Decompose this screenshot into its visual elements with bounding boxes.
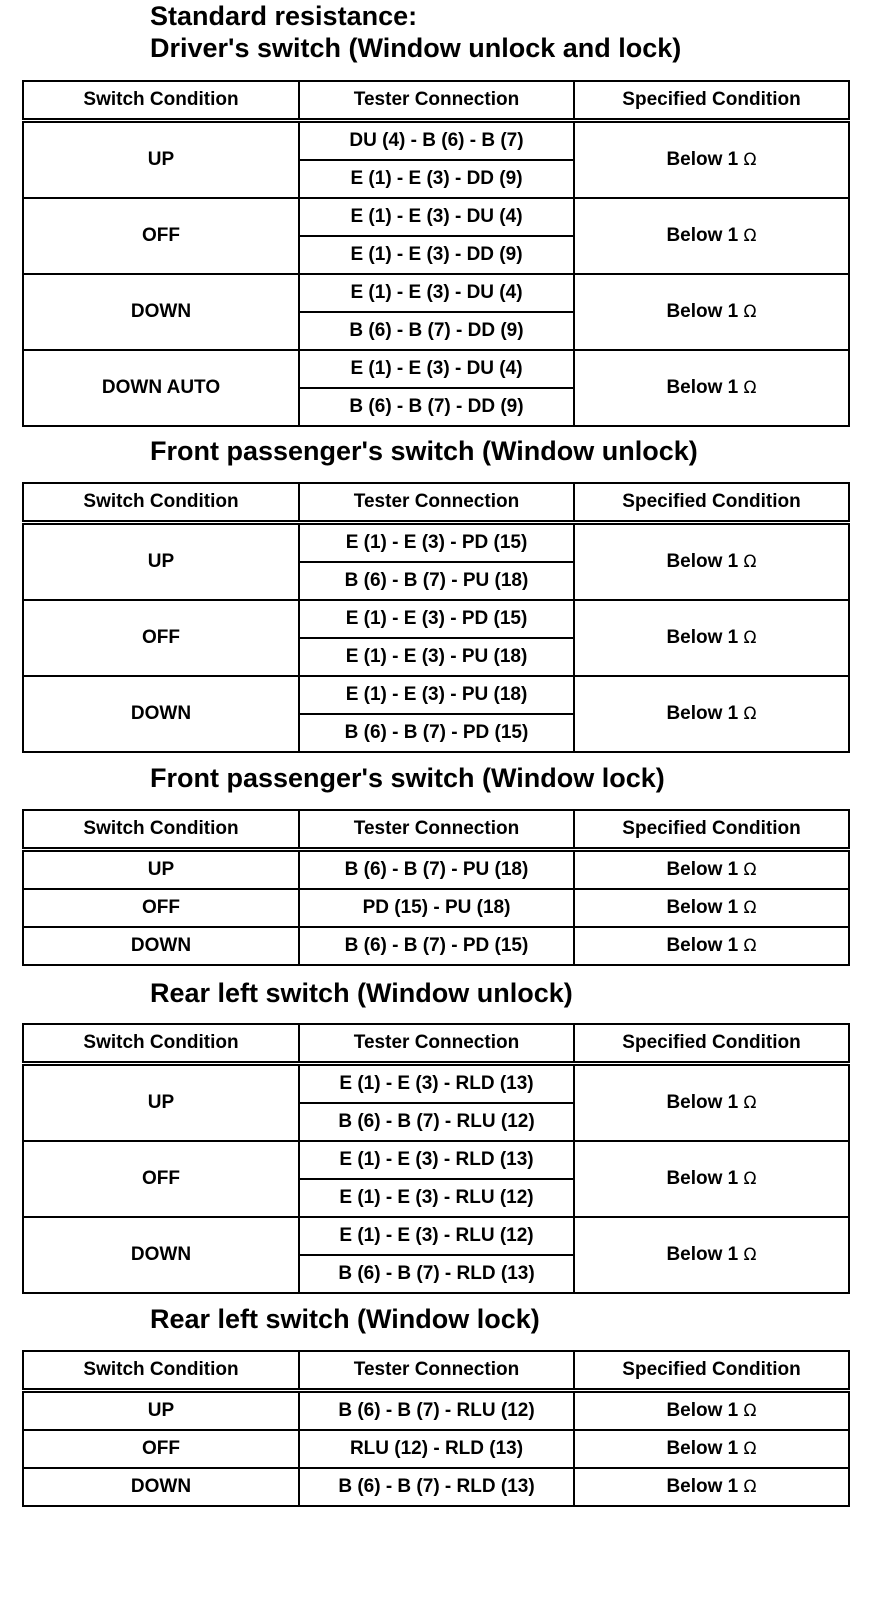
- ohm-symbol: Ω: [743, 628, 757, 648]
- tester-connection-cell: PD (15) - PU (18): [299, 889, 574, 927]
- ohm-symbol: Ω: [743, 860, 757, 880]
- table-row: [23, 927, 849, 965]
- table-row: [23, 1064, 849, 1104]
- switch-condition-cell: UP: [23, 850, 299, 890]
- specified-condition-cell: [574, 350, 849, 426]
- table-row: [23, 198, 849, 236]
- table-header-row: [23, 483, 849, 523]
- switch-condition-cell: OFF: [23, 198, 299, 274]
- spec-value: Below 1: [666, 301, 739, 322]
- tester-connection-cell: E (1) - E (3) - RLD (13): [299, 1064, 574, 1104]
- table-heading-front-passenger-lock: Front passenger's switch (Window lock): [150, 763, 665, 793]
- table-row: [23, 1391, 849, 1431]
- tester-connection-cell: E (1) - E (3) - DD (9): [299, 160, 574, 198]
- ohm-symbol: Ω: [743, 1477, 757, 1497]
- table-heading-driver: Driver's switch (Window unlock and lock): [150, 33, 682, 63]
- ohm-symbol: Ω: [743, 1401, 757, 1421]
- table-row: [23, 600, 849, 638]
- table-front-passenger-unlock: [22, 482, 850, 753]
- header-tester-connection: Tester Connection: [299, 810, 574, 850]
- switch-condition-cell: DOWN: [23, 1468, 299, 1506]
- spec-value: Below 1: [666, 1244, 739, 1265]
- tester-connection-cell: E (1) - E (3) - PD (15): [299, 600, 574, 638]
- tester-connection-cell: B (6) - B (7) - PU (18): [299, 850, 574, 890]
- tester-connection-cell: DU (4) - B (6) - B (7): [299, 121, 574, 161]
- spec-value: Below 1: [666, 1476, 739, 1497]
- spec-value: Below 1: [666, 551, 739, 572]
- ohm-symbol: Ω: [743, 302, 757, 322]
- table-driver-switch: [22, 80, 850, 427]
- tester-connection-cell: B (6) - B (7) - RLU (12): [299, 1391, 574, 1431]
- table-rear-left-unlock: [22, 1023, 850, 1294]
- ohm-symbol: Ω: [743, 1169, 757, 1189]
- spec-value: Below 1: [666, 627, 739, 648]
- switch-condition-cell: DOWN: [23, 927, 299, 965]
- tester-connection-cell: E (1) - E (3) - RLD (13): [299, 1141, 574, 1179]
- tester-connection-cell: E (1) - E (3) - DU (4): [299, 274, 574, 312]
- switch-condition-cell: OFF: [23, 600, 299, 676]
- tester-connection-cell: E (1) - E (3) - RLU (12): [299, 1179, 574, 1217]
- switch-condition-cell: OFF: [23, 1430, 299, 1468]
- header-switch-condition: Switch Condition: [23, 1351, 299, 1391]
- header-tester-connection: Tester Connection: [299, 483, 574, 523]
- table-header-row: [23, 1351, 849, 1391]
- specified-condition-cell: [574, 927, 849, 965]
- table-rear-left-lock: [22, 1350, 850, 1507]
- spec-value: Below 1: [666, 1438, 739, 1459]
- page-title: Standard resistance:: [150, 1, 418, 31]
- spec-value: Below 1: [666, 859, 739, 880]
- specified-condition-cell: [574, 1468, 849, 1506]
- specified-condition-cell: [574, 1391, 849, 1431]
- spec-value: Below 1: [666, 377, 739, 398]
- specified-condition-cell: [574, 676, 849, 752]
- table-row: [23, 850, 849, 890]
- ohm-symbol: Ω: [743, 704, 757, 724]
- specified-condition-cell: [574, 1064, 849, 1142]
- ohm-symbol: Ω: [743, 898, 757, 918]
- header-tester-connection: Tester Connection: [299, 81, 574, 121]
- tester-connection-cell: E (1) - E (3) - DD (9): [299, 236, 574, 274]
- specified-condition-cell: [574, 600, 849, 676]
- specified-condition-cell: [574, 198, 849, 274]
- tester-connection-cell: B (6) - B (7) - RLU (12): [299, 1103, 574, 1141]
- tester-connection-cell: E (1) - E (3) - DU (4): [299, 198, 574, 236]
- table-heading-front-passenger-unlock: Front passenger's switch (Window unlock): [150, 436, 698, 466]
- header-specified-condition: Specified Condition: [574, 483, 849, 523]
- table-row: [23, 121, 849, 161]
- tester-connection-cell: B (6) - B (7) - PD (15): [299, 927, 574, 965]
- table-row: [23, 1217, 849, 1255]
- tester-connection-cell: E (1) - E (3) - RLU (12): [299, 1217, 574, 1255]
- ohm-symbol: Ω: [743, 378, 757, 398]
- table-row: [23, 676, 849, 714]
- tester-connection-cell: B (6) - B (7) - PD (15): [299, 714, 574, 752]
- switch-condition-cell: OFF: [23, 889, 299, 927]
- header-specified-condition: Specified Condition: [574, 81, 849, 121]
- switch-condition-cell: OFF: [23, 1141, 299, 1217]
- switch-condition-cell: UP: [23, 523, 299, 601]
- tester-connection-cell: E (1) - E (3) - PU (18): [299, 676, 574, 714]
- spec-value: Below 1: [666, 703, 739, 724]
- table-header-row: [23, 1024, 849, 1064]
- ohm-symbol: Ω: [743, 226, 757, 246]
- spec-value: Below 1: [666, 149, 739, 170]
- specified-condition-cell: [574, 889, 849, 927]
- switch-condition-cell: UP: [23, 1391, 299, 1431]
- ohm-symbol: Ω: [743, 150, 757, 170]
- tester-connection-cell: E (1) - E (3) - PU (18): [299, 638, 574, 676]
- ohm-symbol: Ω: [743, 1439, 757, 1459]
- table-row: [23, 1468, 849, 1506]
- spec-value: Below 1: [666, 1092, 739, 1113]
- table-row: [23, 523, 849, 563]
- specified-condition-cell: [574, 1430, 849, 1468]
- spec-value: Below 1: [666, 897, 739, 918]
- spec-value: Below 1: [666, 1400, 739, 1421]
- tester-connection-cell: B (6) - B (7) - DD (9): [299, 388, 574, 426]
- switch-condition-cell: DOWN: [23, 1217, 299, 1293]
- table-row: [23, 889, 849, 927]
- switch-condition-cell: DOWN: [23, 676, 299, 752]
- ohm-symbol: Ω: [743, 1245, 757, 1265]
- specified-condition-cell: [574, 523, 849, 601]
- ohm-symbol: Ω: [743, 936, 757, 956]
- tester-connection-cell: E (1) - E (3) - PD (15): [299, 523, 574, 563]
- tester-connection-cell: B (6) - B (7) - DD (9): [299, 312, 574, 350]
- header-specified-condition: Specified Condition: [574, 1351, 849, 1391]
- spec-value: Below 1: [666, 225, 739, 246]
- header-specified-condition: Specified Condition: [574, 1024, 849, 1064]
- specified-condition-cell: [574, 1141, 849, 1217]
- header-switch-condition: Switch Condition: [23, 81, 299, 121]
- tester-connection-cell: E (1) - E (3) - DU (4): [299, 350, 574, 388]
- spec-value: Below 1: [666, 1168, 739, 1189]
- table-row: [23, 1430, 849, 1468]
- header-tester-connection: Tester Connection: [299, 1024, 574, 1064]
- switch-condition-cell: DOWN AUTO: [23, 350, 299, 426]
- header-switch-condition: Switch Condition: [23, 483, 299, 523]
- table-header-row: [23, 810, 849, 850]
- tester-connection-cell: B (6) - B (7) - RLD (13): [299, 1255, 574, 1293]
- table-heading-rear-left-unlock: Rear left switch (Window unlock): [150, 978, 573, 1008]
- ohm-symbol: Ω: [743, 1093, 757, 1113]
- tester-connection-cell: B (6) - B (7) - RLD (13): [299, 1468, 574, 1506]
- table-front-passenger-lock: [22, 809, 850, 966]
- tester-connection-cell: RLU (12) - RLD (13): [299, 1430, 574, 1468]
- switch-condition-cell: UP: [23, 1064, 299, 1142]
- table-row: [23, 274, 849, 312]
- header-switch-condition: Switch Condition: [23, 810, 299, 850]
- table-row: [23, 350, 849, 388]
- specified-condition-cell: [574, 850, 849, 890]
- specified-condition-cell: [574, 274, 849, 350]
- header-switch-condition: Switch Condition: [23, 1024, 299, 1064]
- table-heading-rear-left-lock: Rear left switch (Window lock): [150, 1304, 540, 1334]
- spec-value: Below 1: [666, 935, 739, 956]
- ohm-symbol: Ω: [743, 552, 757, 572]
- table-row: [23, 1141, 849, 1179]
- tester-connection-cell: B (6) - B (7) - PU (18): [299, 562, 574, 600]
- switch-condition-cell: UP: [23, 121, 299, 199]
- specified-condition-cell: [574, 1217, 849, 1293]
- header-tester-connection: Tester Connection: [299, 1351, 574, 1391]
- switch-condition-cell: DOWN: [23, 274, 299, 350]
- header-specified-condition: Specified Condition: [574, 810, 849, 850]
- table-header-row: [23, 81, 849, 121]
- specified-condition-cell: [574, 121, 849, 199]
